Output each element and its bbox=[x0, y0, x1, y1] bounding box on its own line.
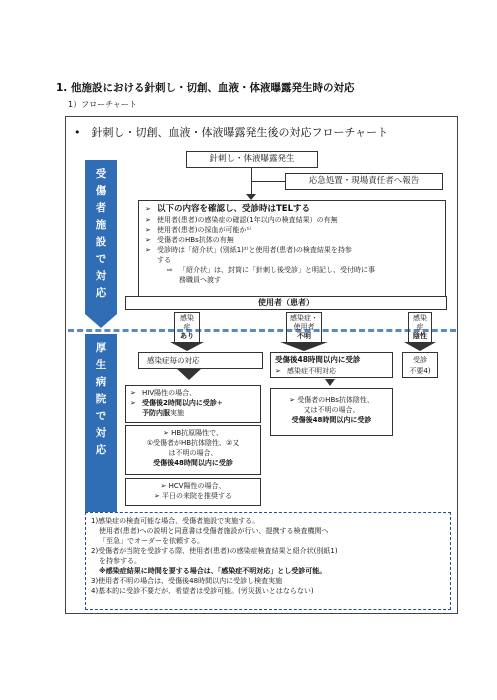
left-bar-char: 対 bbox=[95, 270, 107, 282]
left-bar-arrow-tip bbox=[85, 314, 117, 328]
hiv-text: 予防内服 bbox=[142, 409, 170, 417]
report-box: 応急処置・現場責任者へ報告 bbox=[285, 173, 443, 190]
left-bar-char: 施 bbox=[95, 219, 107, 231]
left-bar-char: 者 bbox=[95, 202, 107, 214]
hiv-row bbox=[130, 398, 256, 408]
branch-label: 感染 bbox=[413, 314, 427, 322]
hiv-text: HIV陽性の場合、 bbox=[142, 389, 197, 397]
hcv-box bbox=[125, 478, 261, 506]
per-infection-box: 感染症毎の対応 bbox=[138, 352, 263, 369]
hbs-text: 受傷者のHBs抗体陰性、 bbox=[297, 396, 374, 404]
hbs-text: 受傷後48時間以内に受診 bbox=[291, 416, 372, 424]
left-bar-char: 傷 bbox=[95, 185, 107, 197]
user-patient-bar: 使用者（患者） bbox=[125, 296, 447, 310]
unknown-response-box bbox=[270, 352, 393, 378]
hiv-box bbox=[125, 385, 261, 423]
arrow-down-icon bbox=[280, 342, 328, 351]
branch-label: 陰性 bbox=[413, 332, 427, 340]
flowchart-title: • 針刺し・切創、血液・体液曝露発生後の対応フローチャート bbox=[74, 126, 389, 139]
note-line: 1)感染症の検査可能な場合、受傷者施設で実施する。 bbox=[91, 517, 260, 525]
arrow-bullet-icon: ➢ bbox=[145, 226, 151, 234]
arrow-bullet-icon: ➢ bbox=[153, 492, 163, 500]
hb-text: ①受傷者がHB抗体陰性、②又 bbox=[146, 439, 240, 447]
hcv-row bbox=[126, 481, 260, 491]
hbs-negative-box bbox=[270, 388, 393, 436]
branch-arrow-unknown bbox=[286, 312, 322, 342]
note-line: ※感染症結果に時間を要する場合は、「感染症不明対応」とし受診可能。 bbox=[99, 567, 327, 575]
confirm-title-row bbox=[145, 203, 439, 215]
arrow-down-icon bbox=[404, 342, 436, 351]
hiv-row bbox=[130, 388, 256, 398]
confirm-item bbox=[145, 215, 439, 225]
confirm-item-text: 使用者(患者)の感染症の確認(1年以内の検査結果）の有無 bbox=[157, 216, 338, 224]
arrow-bullet-icon: ➢ bbox=[130, 389, 136, 397]
left-bar-char: で bbox=[95, 253, 107, 265]
left-bar-char: 設 bbox=[95, 236, 107, 248]
left-bar-injured-facility bbox=[85, 160, 117, 314]
arrow-bullet-icon: ➢ bbox=[289, 396, 298, 404]
arrow-bullet-icon: ➢ bbox=[145, 216, 151, 224]
left-bar-char: 受 bbox=[95, 168, 107, 180]
confirm-sub-item bbox=[145, 265, 439, 275]
hcv-text: HCV陽性の場合、 bbox=[168, 482, 226, 490]
no-visit-text: 受診 bbox=[413, 356, 427, 364]
confirm-item-text: する bbox=[157, 256, 171, 264]
branch-arrow-negative bbox=[408, 312, 432, 342]
note-line: を持参する。 bbox=[99, 557, 141, 565]
arrow-bullet-icon: ➢ bbox=[145, 236, 151, 244]
visit48-text: 受傷後48時間以内に受診 bbox=[275, 355, 361, 364]
confirm-item bbox=[145, 235, 439, 245]
confirm-item-cont bbox=[145, 255, 439, 265]
note-line: 2)受傷者が当院を受診する際、使用者(患者)の感染症検査結果と紹介状(別紙1) bbox=[91, 547, 338, 555]
arrow-right-icon: ⇨ bbox=[167, 266, 173, 274]
connector-line bbox=[251, 168, 252, 196]
confirm-title: 以下の内容を確認し、受診時はTELする bbox=[157, 204, 311, 214]
left-bar-char: 応 bbox=[95, 444, 107, 456]
hiv-text: + bbox=[216, 399, 223, 407]
confirm-item bbox=[145, 245, 439, 255]
exposure-box: 針刺し・体液曝露発生 bbox=[186, 151, 318, 168]
arrow-down-icon bbox=[176, 368, 202, 380]
left-bar-char: 生 bbox=[95, 359, 107, 371]
hbs-row bbox=[271, 395, 392, 405]
note-line: 使用者(患者)への説明と同意書は受傷者施設が行い、提携する検査機関へ bbox=[99, 527, 329, 535]
arrow-bullet-icon: ➢ bbox=[160, 482, 169, 490]
hb-row bbox=[126, 428, 260, 438]
confirm-sub-item-cont bbox=[145, 275, 439, 285]
left-bar-char: 院 bbox=[95, 393, 107, 405]
confirm-box bbox=[138, 200, 446, 297]
notes-box bbox=[85, 512, 451, 610]
arrow-bullet-icon: ➢ bbox=[145, 246, 151, 254]
hb-text: は不明の場合、 bbox=[168, 449, 218, 457]
no-visit-text: 不要4) bbox=[409, 367, 431, 375]
branch-label: 症 bbox=[416, 323, 424, 331]
hiv-row bbox=[130, 408, 256, 418]
arrow-bullet-icon: ➢ bbox=[275, 367, 281, 375]
note-line: 4)基本的に受診不要だが、希望者は受診可能。(労災扱いとはならない) bbox=[91, 587, 314, 595]
hcv-row bbox=[126, 491, 260, 501]
hiv-text: 受傷後2時間以内に受診 bbox=[142, 399, 217, 407]
arrow-bullet-icon: ➢ bbox=[145, 205, 151, 213]
confirm-sub-text: 「紹介状」は、封筒に「針刺し後受診」と明記し、受付時に事 bbox=[179, 266, 375, 274]
page-heading: 1. 他施設における針刺し・切創、血液・体液曝露発生時の対応 bbox=[56, 82, 355, 94]
left-bar-char: で bbox=[95, 410, 107, 422]
left-bar-char: 対 bbox=[95, 427, 107, 439]
left-bar-char: 厚 bbox=[95, 342, 107, 354]
note-line: 「至急」でオーダーを依頼する。 bbox=[99, 537, 204, 545]
confirm-item-text: 受傷者のHBs抗体の有無 bbox=[157, 236, 234, 244]
branch-label: 症 bbox=[183, 323, 191, 331]
branch-label: 使用者 bbox=[293, 323, 315, 331]
branch-label: あり bbox=[180, 332, 194, 340]
confirm-sub-text: 務職員へ渡す bbox=[179, 276, 221, 284]
arrow-bullet-icon: ➢ bbox=[130, 399, 136, 407]
connector-line bbox=[251, 181, 285, 182]
divider-dashed-line bbox=[68, 329, 456, 332]
left-bar-char: 応 bbox=[95, 287, 107, 299]
left-bar-bottom-arrow-tip bbox=[85, 500, 117, 510]
branch-arrow-arai bbox=[174, 312, 200, 342]
confirm-item bbox=[145, 225, 439, 235]
hb-box bbox=[125, 425, 261, 475]
arrow-bullet-icon: ➢ bbox=[162, 429, 172, 437]
left-bar-char: 病 bbox=[95, 376, 107, 388]
confirm-item-text: 使用者(患者)の採血が可能か¹⁾ bbox=[157, 226, 251, 234]
page-subheading: 1）フローチャート bbox=[68, 100, 137, 109]
hb-text: HB抗原陽性で、 bbox=[171, 429, 224, 437]
arrow-down-icon bbox=[325, 379, 335, 386]
note-line: 3)使用者不明の場合は、受傷後48時間以内に受診し検査実施 bbox=[91, 577, 283, 585]
branch-label: 感染 bbox=[180, 314, 194, 322]
hbs-text: 又は不明の場合、 bbox=[303, 406, 360, 414]
hiv-text: 実施 bbox=[170, 409, 184, 417]
confirm-item-text: 受診時は「紹介状」(別紙1)²⁾と使用者(患者)の検査結果を持参 bbox=[157, 246, 352, 254]
unknown-response-text: 感染症不明対応 bbox=[287, 367, 336, 375]
unknown-response-row bbox=[275, 366, 388, 376]
hb-text: 受傷後48時間以内に受診 bbox=[153, 459, 233, 467]
hcv-text: 平日の来院を推奨する bbox=[162, 492, 233, 500]
no-visit-box bbox=[402, 352, 438, 378]
branch-label: 不明 bbox=[297, 332, 311, 340]
left-bar-koseibyoin bbox=[85, 334, 117, 512]
arrow-down-icon bbox=[170, 342, 204, 351]
branch-label: 感染症・ bbox=[290, 314, 318, 322]
